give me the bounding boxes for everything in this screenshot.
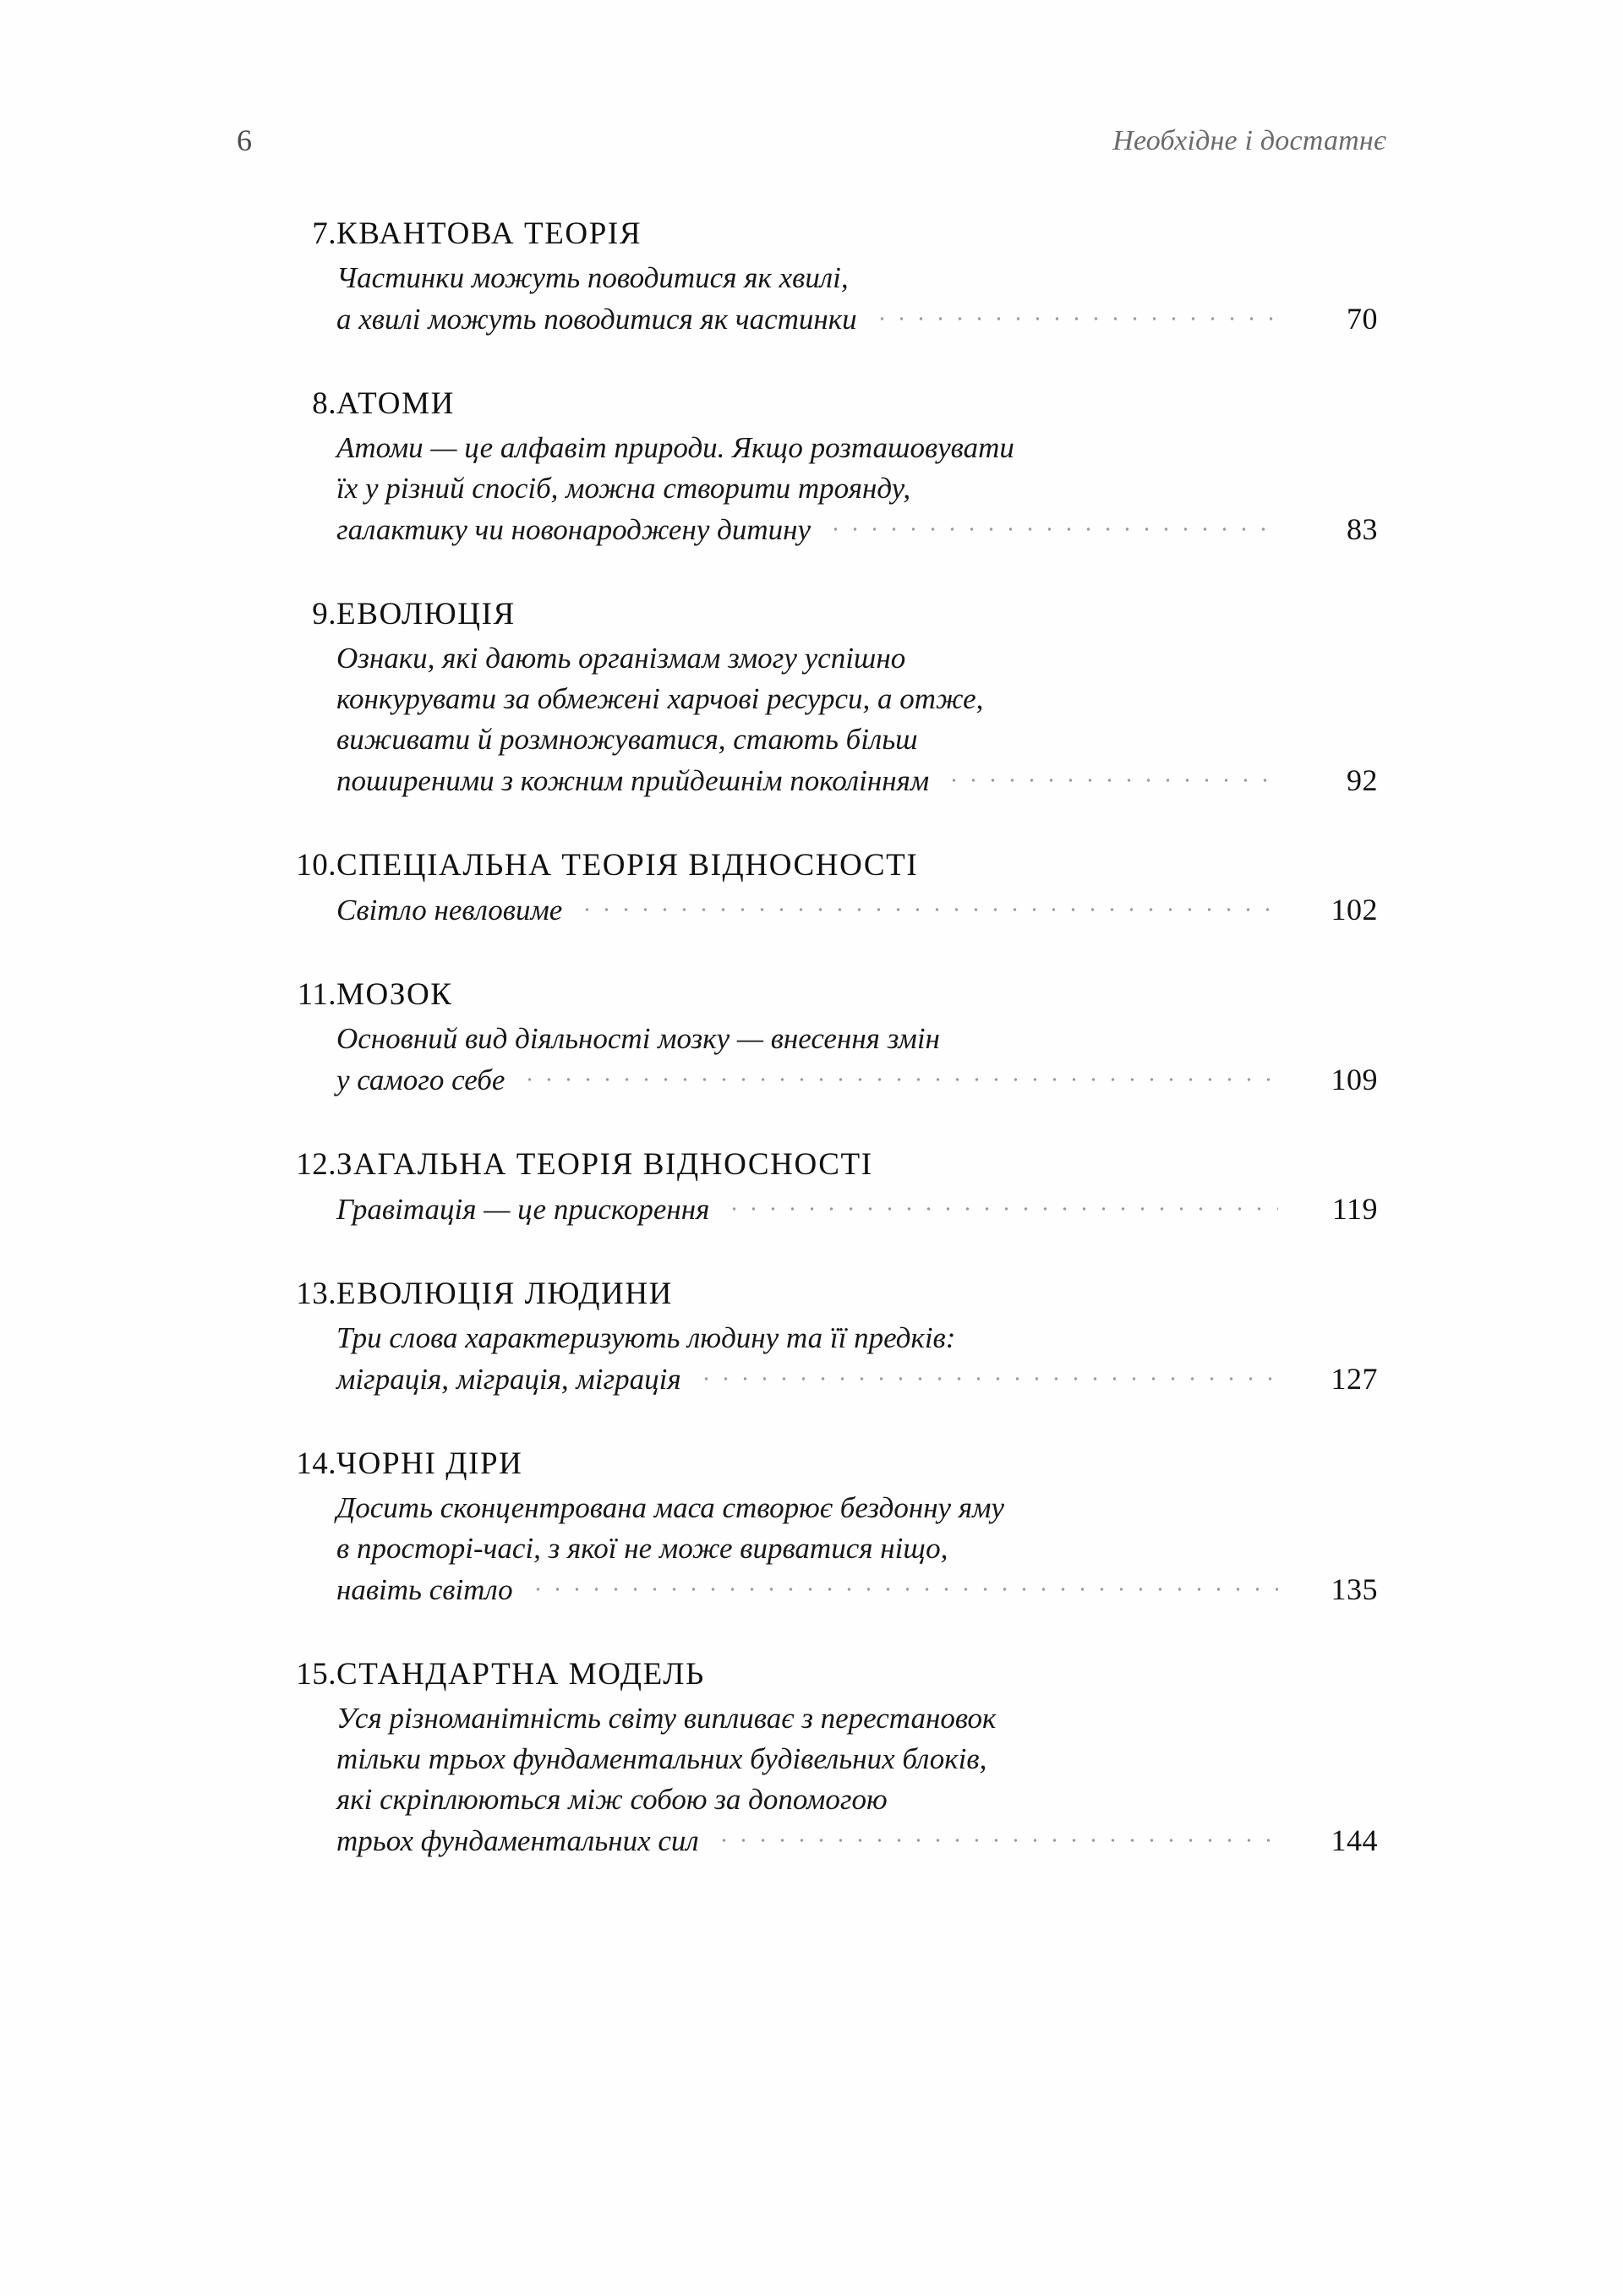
toc-entry-head (279, 847, 1369, 883)
toc-entry-head (279, 1146, 1369, 1183)
toc-subtitle-line: конкурувати за обмежені харчові ресурси, а отже, (336, 682, 984, 715)
toc-entry-title: МОЗОК (336, 977, 453, 1012)
toc-entry-number: 10. (296, 848, 336, 883)
toc-entry-subtitle (336, 639, 1378, 800)
toc-subtitle-line: в просторі-часі, з якої не може вирватися ніщо, (336, 1532, 948, 1565)
toc-entry[interactable] (279, 596, 1378, 800)
toc-entry-number: 12. (296, 1147, 336, 1182)
toc-entry-subtitle (336, 1489, 1378, 1609)
toc-subtitle-text: міграція, міграція, міграція (336, 1363, 681, 1396)
toc-entry-title: ЗАГАЛЬНА ТЕОРІЯ ВІДНОСНОСТІ (336, 1147, 873, 1182)
toc-subtitle-line: Три слова характеризують людину та її предків: (336, 1321, 956, 1354)
toc-entry-title: АТОМИ (336, 386, 455, 421)
toc-subtitle-line-with-page (336, 1060, 1378, 1099)
dot-leader (528, 1570, 1278, 1599)
toc-subtitle-text: у самого себе (336, 1063, 505, 1096)
toc-entry[interactable] (279, 1146, 1378, 1228)
toc-subtitle-text: поширеними з кожним прийдешнім поколінням (336, 764, 930, 797)
toc-subtitle-line-with-page (336, 890, 1378, 929)
toc-entry-title: СТАНДАРТНА МОДЕЛЬ (336, 1657, 705, 1692)
dot-leader (520, 1060, 1278, 1090)
toc-subtitle-line-with-page (336, 1189, 1378, 1228)
toc-subtitle-line-with-page (336, 1359, 1378, 1398)
toc-page-number: 135 (1331, 1572, 1378, 1606)
toc-subtitle-line-with-page (336, 299, 1378, 338)
toc-page-number: 92 (1347, 763, 1378, 797)
toc-entry-number: 11. (297, 977, 336, 1012)
toc-entry-subtitle (336, 1319, 1378, 1398)
toc-page-number: 119 (1331, 1192, 1378, 1226)
dot-leader (724, 1189, 1278, 1219)
toc-subtitle-line: Основний вид діяльності мозку — внесення змін (336, 1022, 940, 1055)
toc-entry-number: 7. (312, 216, 336, 251)
toc-entry-subtitle (336, 1699, 1378, 1860)
toc-page-number: 144 (1331, 1823, 1378, 1857)
toc-entry-subtitle (336, 1189, 1378, 1228)
dot-leader (697, 1359, 1278, 1389)
toc-entry-title: ЧОРНІ ДІРИ (336, 1446, 523, 1481)
toc-subtitle-line-with-page (336, 761, 1378, 800)
toc-entry-title: СПЕЦІАЛЬНА ТЕОРІЯ ВІДНОСНОСТІ (336, 848, 919, 883)
toc-subtitle-text: Світло невловиме (336, 894, 563, 927)
toc-entry[interactable] (279, 1276, 1378, 1398)
toc-entry-number: 13. (296, 1276, 336, 1311)
toc-entry-head (279, 1276, 1369, 1312)
toc-entry-head (279, 976, 1369, 1013)
toc-subtitle-line: які скріплюються між собою за допомогою (336, 1783, 888, 1816)
table-of-contents (279, 216, 1378, 1861)
toc-subtitle-line: Частинки можуть поводитися як хвилі, (336, 261, 849, 294)
toc-subtitle-text: трьох фундаментальних сил (336, 1824, 699, 1857)
toc-entry-subtitle (336, 890, 1378, 929)
toc-entry-number: 8. (312, 386, 336, 421)
toc-page-number: 70 (1347, 302, 1378, 336)
toc-entry-number: 15. (296, 1657, 336, 1692)
dot-leader (826, 510, 1278, 539)
toc-entry[interactable] (279, 976, 1378, 1099)
dot-leader (577, 890, 1278, 920)
toc-subtitle-line: Уся різноманітність світу випливає з перестановок (336, 1702, 997, 1735)
toc-entry-number: 9. (312, 597, 336, 631)
dot-leader (944, 761, 1278, 790)
toc-entry-title: КВАНТОВА ТЕОРІЯ (336, 216, 642, 251)
toc-subtitle-line: їх у різний спосіб, можна створити троянду, (336, 472, 911, 505)
dot-leader (872, 299, 1278, 329)
toc-entry-number: 14. (296, 1446, 336, 1481)
toc-subtitle-line: Ознаки, які дають організмам змогу успішно (336, 642, 906, 675)
toc-subtitle-line: тільки трьох фундаментальних будівельних блоків, (336, 1742, 987, 1775)
toc-subtitle-line-with-page (336, 1570, 1378, 1609)
toc-entry-head (279, 1446, 1369, 1482)
running-head (237, 125, 1386, 174)
dot-leader (714, 1821, 1278, 1850)
toc-entry[interactable] (279, 847, 1378, 929)
toc-page-number: 102 (1331, 893, 1378, 927)
toc-entry-head (279, 596, 1369, 632)
toc-entry-title: ЕВОЛЮЦІЯ ЛЮДИНИ (336, 1276, 673, 1311)
toc-entry-head (279, 216, 1369, 252)
toc-subtitle-line: виживати й розмножуватися, стають більш (336, 723, 918, 756)
toc-entry-subtitle (336, 1020, 1378, 1099)
toc-page-number: 109 (1331, 1063, 1378, 1096)
toc-page-number: 127 (1331, 1362, 1378, 1396)
toc-entry[interactable] (279, 1446, 1378, 1609)
toc-entry-subtitle (336, 429, 1378, 549)
toc-entry-subtitle (336, 259, 1378, 338)
toc-entry[interactable] (279, 1656, 1378, 1860)
toc-entry-head (279, 385, 1369, 422)
toc-subtitle-line-with-page (336, 510, 1378, 549)
toc-subtitle-text: а хвилі можуть поводитися як частинки (336, 303, 857, 336)
toc-subtitle-text: навіть світло (336, 1573, 513, 1606)
toc-subtitle-text: галактику чи новонароджену дитину (336, 513, 811, 546)
toc-entry-head (279, 1656, 1369, 1692)
page-number: 6 (237, 123, 252, 157)
toc-entry[interactable] (279, 385, 1378, 549)
toc-subtitle-text: Гравітація — це прискорення (336, 1193, 710, 1226)
toc-entry-title: ЕВОЛЮЦІЯ (336, 597, 516, 631)
toc-page-number: 83 (1347, 512, 1378, 546)
toc-subtitle-line-with-page (336, 1821, 1378, 1860)
toc-subtitle-line: Атоми — це алфавіт природи. Якщо розташовувати (336, 431, 1014, 464)
toc-subtitle-line: Досить сконцентрована маса створює бездонну яму (336, 1491, 1004, 1524)
toc-entry[interactable] (279, 216, 1378, 338)
book-title-header: Необхідне і достатнє (1112, 125, 1386, 156)
